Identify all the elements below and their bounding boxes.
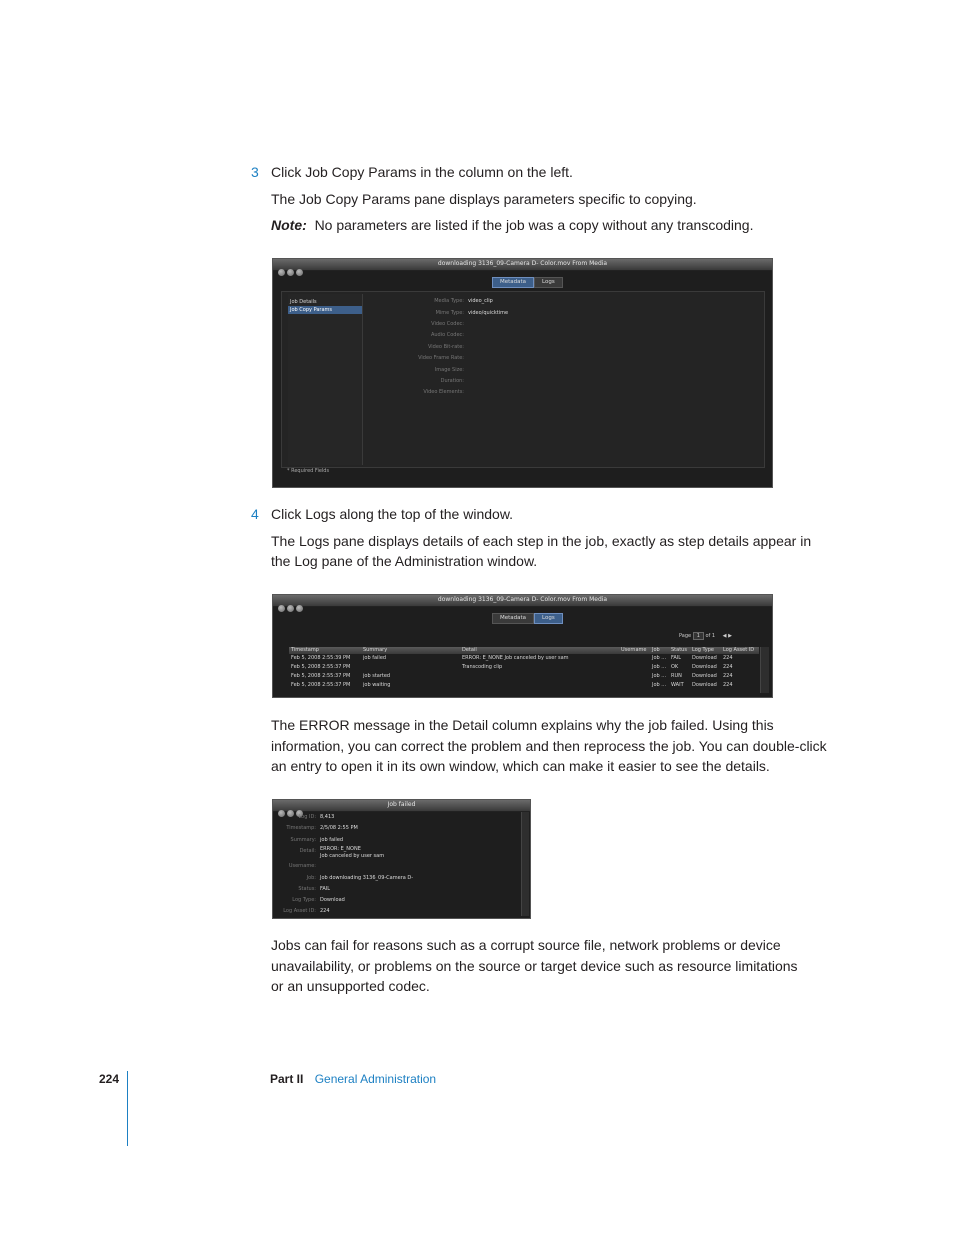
col-summary[interactable]: Summary <box>363 647 388 653</box>
field-value: ERROR: E_NONE <box>320 846 361 852</box>
side-column <box>288 294 363 465</box>
field-value-continued: Job canceled by user sam <box>320 853 385 859</box>
scrollbar[interactable] <box>521 812 529 916</box>
error-paragraph-line: The ERROR message in the Detail column explains why the job failed. Using this <box>271 717 774 733</box>
step-3 <box>251 162 573 182</box>
field-label: Duration: <box>440 378 464 384</box>
close-icon[interactable] <box>278 269 285 276</box>
field-value: video_clip <box>468 298 493 304</box>
col-log-type[interactable]: Log Type <box>692 647 715 653</box>
tab-bar <box>492 613 563 623</box>
table-row[interactable] <box>289 664 759 672</box>
title-bar <box>273 259 772 271</box>
minimize-icon[interactable] <box>287 605 294 612</box>
cell-summary: job started <box>363 673 391 679</box>
tab-logs[interactable]: Logs <box>534 613 563 624</box>
cell-detail: ERROR: E_NONE Job canceled by user sam <box>462 655 569 661</box>
tab-metadata[interactable]: Metadata <box>492 613 534 624</box>
page-input[interactable]: 1 <box>693 632 704 640</box>
window-title: Job failed <box>387 801 416 808</box>
step-text: Click Logs along the top of the window. <box>271 506 514 522</box>
field-label: Video Frame Rate: <box>418 355 464 361</box>
footer-breadcrumb <box>270 1072 436 1086</box>
cell-timestamp: Feb 5, 2008 2:55:37 PM <box>291 673 351 679</box>
field-label: Detail: <box>299 848 316 854</box>
field-label: Mime Type: <box>435 310 464 316</box>
field-value: 224 <box>320 908 330 914</box>
metadata-pane <box>281 291 765 468</box>
field-label: Media Type: <box>434 298 464 304</box>
fail-paragraph-line: unavailability, or problems on the source or target device such as resource limitations <box>271 958 798 974</box>
step-4-description-line: The Logs pane displays details of each step in the job, exactly as step details appear in <box>271 533 812 549</box>
tab-bar <box>492 277 563 287</box>
step-4-description-line: the Log pane of the Administration window. <box>271 553 538 569</box>
field-value: Download <box>320 897 345 903</box>
step-4 <box>251 504 514 524</box>
page-number: 224 <box>99 1072 120 1086</box>
col-detail[interactable]: Detail <box>462 647 477 653</box>
note <box>271 215 753 236</box>
cell-timestamp: Feb 5, 2008 2:55:37 PM <box>291 682 351 688</box>
footer-rule <box>127 1071 128 1146</box>
cell-status: WAIT <box>671 682 684 688</box>
field-value: job failed <box>320 837 344 843</box>
cell-status: OK <box>671 664 679 670</box>
zoom-icon[interactable] <box>296 605 303 612</box>
prev-page-icon[interactable]: ◀ <box>722 633 727 639</box>
page-of: of 1 <box>705 633 716 639</box>
field-value: 2/5/08 2:55 PM <box>320 825 358 831</box>
cell-log-type: Download <box>692 673 717 679</box>
field-value: 8,413 <box>320 814 335 820</box>
field-label: Status: <box>298 886 316 892</box>
required-fields-note: * Required Fields <box>287 468 330 474</box>
error-paragraph-line: an entry to open it in its own window, which can make it easier to see the details. <box>271 758 770 774</box>
footer-part: Part II <box>270 1072 304 1086</box>
col-username[interactable]: Username <box>621 647 647 653</box>
cell-job: Job ... <box>652 664 667 670</box>
cell-summary: job failed <box>363 655 387 661</box>
scrollbar[interactable] <box>760 647 769 693</box>
next-page-icon[interactable]: ▶ <box>728 633 732 639</box>
field-label: Video Elements: <box>423 389 464 395</box>
field-label: Audio Codec: <box>430 332 464 338</box>
table-header <box>289 647 759 654</box>
field-value: Job downloading 3136_09-Camera D- <box>320 875 414 881</box>
note-text: No parameters are listed if the job was a copy without any transcoding. <box>314 217 754 233</box>
tab-logs[interactable]: Logs <box>534 277 563 288</box>
cell-log-asset-id: 224 <box>723 682 733 688</box>
tab-metadata[interactable]: Metadata <box>492 277 534 288</box>
close-icon[interactable] <box>278 605 285 612</box>
window-title: downloading 3136_09-Camera D- Color.mov From Media <box>437 260 608 267</box>
field-label: Log Type: <box>292 897 316 903</box>
col-log-asset-id[interactable]: Log Asset ID <box>723 647 755 653</box>
fail-paragraph-line: or an unsupported codec. <box>271 978 430 994</box>
field-value: FAIL <box>320 886 331 892</box>
footer-section: General Administration <box>314 1072 437 1086</box>
cell-job: Job ... <box>652 682 667 688</box>
step-text: Click Job Copy Params in the column on the left. <box>271 164 573 180</box>
cell-summary: job waiting <box>363 682 391 688</box>
step-3-description: The Job Copy Params pane displays parameters specific to copying. <box>271 191 697 207</box>
step-number: 4 <box>251 506 259 522</box>
log-table <box>289 647 759 693</box>
field-value: video/quicktime <box>468 310 509 316</box>
cell-timestamp: Feb 5, 2008 2:55:37 PM <box>291 664 351 670</box>
field-label: Timestamp: <box>286 825 316 831</box>
col-job[interactable]: Job <box>652 647 660 653</box>
table-row[interactable] <box>289 682 759 690</box>
cell-status: FAIL <box>671 655 682 661</box>
side-item-job-copy-params[interactable]: Job Copy Params <box>288 306 362 314</box>
cell-status: RUN <box>671 673 682 679</box>
field-label: Log Asset ID: <box>283 908 316 914</box>
cell-log-asset-id: 224 <box>723 673 733 679</box>
cell-job: Job ... <box>652 655 667 661</box>
title-bar <box>273 595 772 607</box>
cell-log-type: Download <box>692 664 717 670</box>
col-timestamp[interactable]: Timestamp <box>291 647 319 653</box>
minimize-icon[interactable] <box>287 269 294 276</box>
job-copy-params-window <box>272 258 773 488</box>
cell-log-type: Download <box>692 682 717 688</box>
field-label: Video Codec: <box>431 321 464 327</box>
table-row[interactable] <box>289 673 759 681</box>
title-bar <box>273 800 530 812</box>
field-label: Username: <box>288 863 316 869</box>
page-label: Page <box>679 633 692 639</box>
fail-paragraph-line: Jobs can fail for reasons such as a corrupt source file, network problems or device <box>271 937 781 953</box>
field-label: Summary: <box>290 837 316 843</box>
field-label: Log ID: <box>298 814 316 820</box>
cell-log-type: Download <box>692 655 717 661</box>
table-row[interactable] <box>289 655 759 663</box>
note-label: Note: <box>271 217 307 233</box>
side-item-job-details[interactable]: Job Details <box>290 299 317 305</box>
cell-log-asset-id: 224 <box>723 655 733 661</box>
col-status[interactable]: Status <box>671 647 687 653</box>
window-title: downloading 3136_09-Camera D- Color.mov From Media <box>437 596 608 603</box>
cell-detail: Transcoding clip <box>462 664 503 670</box>
pager <box>679 632 732 640</box>
job-failed-window <box>272 799 531 919</box>
logs-window <box>272 594 773 698</box>
cell-log-asset-id: 224 <box>723 664 733 670</box>
field-label: Job: <box>306 875 316 881</box>
field-label: Image Size: <box>434 367 464 373</box>
zoom-icon[interactable] <box>296 269 303 276</box>
cell-timestamp: Feb 5, 2008 2:55:39 PM <box>291 655 351 661</box>
step-number: 3 <box>251 164 259 180</box>
cell-job: Job ... <box>652 673 667 679</box>
field-label: Video Bit-rate: <box>427 344 464 350</box>
error-paragraph-line: information, you can correct the problem and then reprocess the job. You can double-click <box>271 738 827 754</box>
